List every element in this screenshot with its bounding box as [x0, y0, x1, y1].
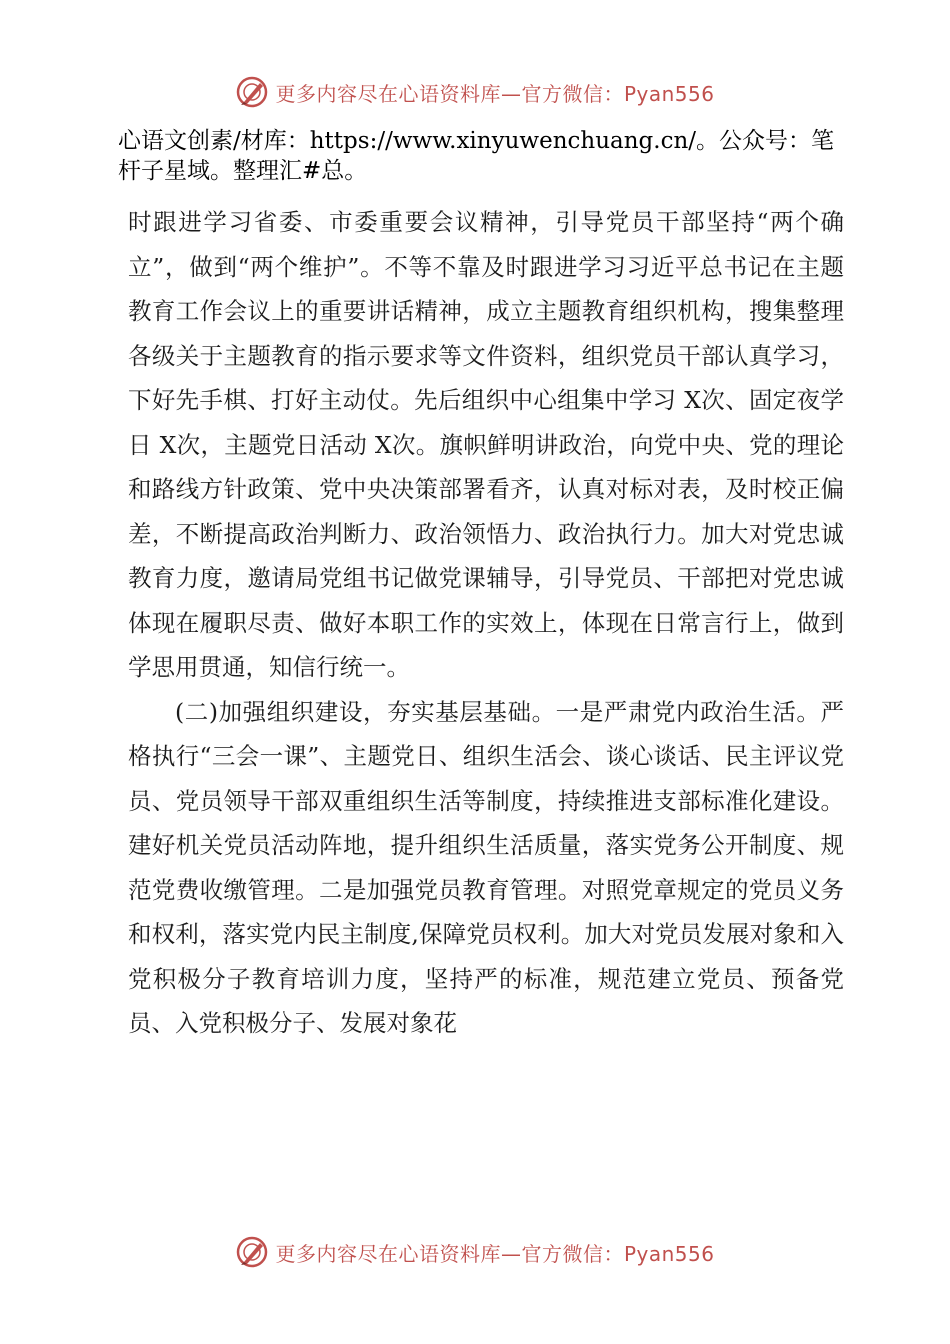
source-line: 心语文创素/材库：https://www.xinyuwenchuang.cn/。公众号：笔杆子星域。整理汇#总。: [118, 128, 835, 184]
header-banner: [0, 72, 950, 112]
paragraph-continued: 时跟进学习省委、市委重要会议精神，引导党员干部坚持“两个确立”，做到“两个维护”。不等不靠及时跟进学习习近平总书记在主题教育工作会议上的重要讲话精神，成立主题教育组织机构，搜集整理各级关于主题教育的指示要求等文件资料，组织党员干部认真学习，下好先手棋、打好主动仗。先后组织中心组集中学习 X次、固定夜学日 X次，主题党日活动 X次。旗帜鲜明讲政治，向党中央、党的理论和路线方针政策、党中央决策部署看齐，认真对标对表，及时校正偏差，不断提高政治判断力、政治领悟力、政治执行力。加大对党忠诚教育力度，邀请局党组书记做党课辅导，引导党员、干部把对党忠诚体现在履职尽责、做好本职工作的实效上，体现在日常言行上，做到学思用贯通，知信行统一。: [128, 208, 844, 681]
pen-circle-logo-icon: [235, 1235, 269, 1269]
document-body: [128, 200, 844, 1046]
footer-banner-text: 更多内容尽在心语资料库—官方微信：Pyan556: [275, 1241, 715, 1266]
footer-banner: [0, 1232, 950, 1272]
pen-circle-logo-icon: [235, 75, 269, 109]
paragraph-organization-building: (二)加强组织建设，夯实基层基础。一是严肃党内政治生活。严格执行“三会一课”、主题党日、组织生活会、谈心谈话、民主评议党员、党员领导干部双重组织生活等制度，持续推进支部标准化建设。建好机关党员活动阵地，提升组织生活质量，落实党务公开制度、规范党费收缴管理。二是加强党员教育管理。对照党章规定的党员义务和权利，落实党内民主制度,保障党员权利。加大对党员发展对象和入党积极分子教育培训力度，坚持严的标准，规范建立党员、预备党员、入党积极分子、发展对象花: [128, 697, 844, 1037]
header-banner-text: 更多内容尽在心语资料库—官方微信：Pyan556: [275, 81, 715, 106]
